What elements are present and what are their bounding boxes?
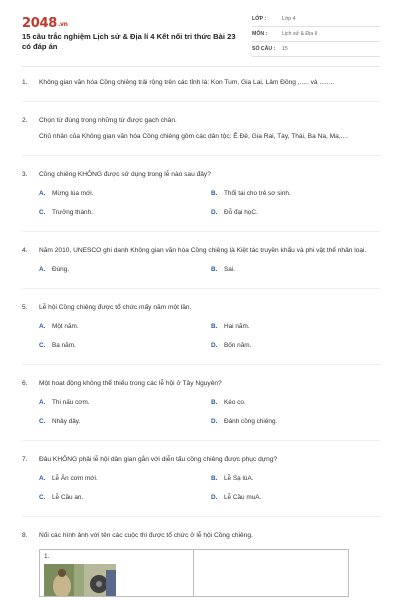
question-line [22, 531, 380, 541]
question-line [22, 303, 380, 313]
question-7 [22, 455, 380, 517]
answer-option[interactable] [39, 189, 211, 199]
festival-photo-image [44, 564, 116, 596]
question-line [22, 116, 380, 126]
answer-option[interactable] [211, 265, 383, 275]
meta-row-class: LỚP : Lớp 4 [252, 12, 380, 27]
answer-option[interactable] [211, 189, 383, 199]
matching-cell [40, 550, 194, 596]
option-text: Lễ Cầu an. [52, 494, 84, 501]
option-text: Hai năm. [224, 323, 250, 330]
question-text: Một hoạt động không thể thiếu trong các lễ hội ở Tây Nguyên? [39, 380, 222, 387]
question-number: 5. [22, 304, 28, 311]
question-2 [22, 116, 380, 156]
page-header [22, 12, 380, 62]
question-6 [22, 379, 380, 441]
option-text: Bốn năm. [224, 342, 252, 349]
question-number: 7. [22, 456, 28, 463]
question-text: Không gian văn hóa Cồng chiêng trải rộng trên các tỉnh là: Kon Tum, Gia Lai, Lâm Đồng ,..... và ........ [39, 79, 335, 86]
answer-option[interactable] [39, 322, 211, 332]
question-number: 8. [22, 532, 28, 539]
option-text: Lễ Sạ lúA. [224, 475, 254, 482]
meta-table [252, 12, 380, 57]
option-text: Ba năm. [52, 342, 76, 349]
option-text: Một năm. [52, 323, 79, 330]
question-divider [22, 288, 380, 289]
option-letter: B. [211, 266, 218, 273]
option-text: Đánh cồng chiêng. [224, 418, 278, 425]
option-text: Trưởng thành. [52, 209, 93, 216]
question-list [22, 78, 380, 600]
option-letter: A. [39, 323, 46, 330]
header-divider [22, 66, 380, 67]
option-letter: B. [211, 399, 218, 406]
answer-option[interactable] [39, 493, 211, 503]
answer-option[interactable] [211, 417, 383, 427]
option-text: Lễ Cầu muA. [224, 494, 262, 501]
option-letter: C. [39, 418, 46, 425]
question-text: Đâu KHÔNG phải lễ hội dân gian gắn với diễn tấu cồng chiêng được phục dựng? [39, 456, 278, 463]
option-text: Thổi tai cho trẻ sơ sinh. [224, 190, 291, 197]
option-letter: B. [211, 190, 218, 197]
site-logo[interactable]: 2048.vn [22, 16, 68, 31]
question-number: 6. [22, 380, 28, 387]
answer-option[interactable] [39, 417, 211, 427]
answer-option[interactable] [211, 208, 383, 218]
question-4 [22, 246, 380, 289]
answer-option[interactable] [39, 208, 211, 218]
answer-option[interactable] [211, 493, 383, 503]
answer-options [39, 474, 380, 503]
option-text: Đúng. [52, 266, 70, 273]
option-text: Thi nấu cơm. [52, 399, 90, 406]
question-1 [22, 78, 380, 102]
question-text: Cồng chiêng KHÔNG được sử dụng trong lễ nào sau đây? [39, 171, 211, 178]
question-text: Chọn từ đúng trong những từ được gạch chân. [39, 117, 177, 124]
option-text: Đỗ đại họC. [224, 209, 258, 216]
question-number: 3. [22, 171, 28, 178]
option-letter: C. [39, 494, 46, 501]
meta-row-count: SỐ CÂU : 15 [252, 42, 380, 57]
question-3 [22, 170, 380, 232]
answer-option[interactable] [39, 398, 211, 408]
option-letter: D. [211, 418, 218, 425]
question-line [22, 246, 380, 256]
question-divider [22, 155, 380, 156]
option-letter: A. [39, 399, 46, 406]
question-text: Lễ hội Cồng chiêng được tổ chức mấy năm một lần. [39, 304, 192, 311]
matching-table [39, 549, 349, 597]
option-text: Mừng lúa mới. [52, 190, 94, 197]
option-letter: C. [39, 342, 46, 349]
question-number: 1. [22, 79, 28, 86]
question-line [22, 170, 380, 180]
question-line [22, 379, 380, 389]
question-number: 4. [22, 247, 28, 254]
answer-option[interactable] [39, 474, 211, 484]
question-divider [22, 364, 380, 365]
option-letter: D. [211, 209, 218, 216]
matching-cell-empty [194, 550, 348, 596]
meta-row-subject: MÔN : Lịch sử & Địa lí [252, 27, 380, 42]
option-letter: D. [211, 342, 218, 349]
option-letter: C. [39, 209, 46, 216]
answer-option[interactable] [211, 341, 383, 351]
answer-options [39, 265, 380, 275]
question-divider [22, 231, 380, 232]
document-title: 15 câu trắc nghiệm Lịch sử & Địa lí 4 Kết nối tri thức Bài 23 có đáp án [22, 32, 236, 51]
option-letter: D. [211, 494, 218, 501]
question-divider [22, 440, 380, 441]
question-text: Năm 2010, UNESCO ghi danh Không gian văn hóa Cồng chiêng là Kiệt tác truyền khẩu và phi vật thể nhân loại. [39, 247, 367, 254]
question-5 [22, 303, 380, 365]
option-letter: A. [39, 475, 46, 482]
question-divider [22, 516, 380, 517]
answer-option[interactable] [211, 474, 383, 484]
option-letter: A. [39, 190, 46, 197]
option-text: Lễ Ăn cơm mới. [52, 475, 98, 482]
answer-options [39, 322, 380, 351]
answer-option[interactable] [39, 265, 211, 275]
option-text: Nhảy dây. [52, 418, 81, 425]
option-text: Kéo co. [224, 399, 246, 406]
answer-option[interactable] [39, 341, 211, 351]
option-letter: B. [211, 475, 218, 482]
answer-options [39, 189, 380, 218]
festival-photo [44, 564, 116, 596]
option-letter: B. [211, 323, 218, 330]
answer-option[interactable] [211, 322, 383, 332]
option-letter: A. [39, 266, 46, 273]
question-8 [22, 531, 380, 597]
option-text: Sai. [224, 266, 236, 273]
answer-option[interactable] [211, 398, 383, 408]
question-line [22, 78, 380, 88]
answer-options [39, 398, 380, 427]
question-number: 2. [22, 117, 28, 124]
cell-number: 1. [44, 553, 50, 560]
question-line [22, 455, 380, 465]
question-subtext: Chủ nhân của Không gian văn hóa Cồng chiêng gồm các dân tộc: Ê Đê, Gia Rai, Tày, Thái, Ba Na, Ma,.... [39, 133, 348, 140]
question-text: Nối các hình ảnh với tên các cuộc thi được tổ chức ở lễ hội Cồng chiêng. [39, 532, 253, 539]
question-divider [22, 101, 380, 102]
